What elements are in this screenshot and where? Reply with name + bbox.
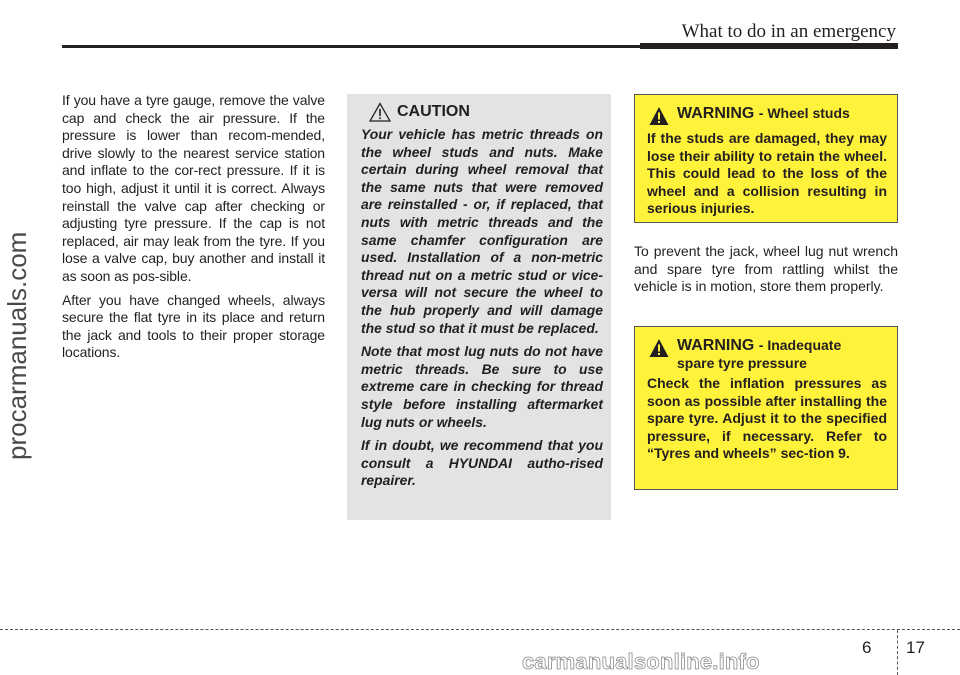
warning-title: WARNING xyxy=(677,337,755,354)
warning-title: WARNING xyxy=(677,105,755,122)
caution-paragraph: Note that most lug nuts do not have metric threads. Be sure to use extreme care in checking for thread style before installing aftermarket lug nuts or wheels. xyxy=(361,343,603,430)
warning-subtitle-line2: spare tyre pressure xyxy=(677,355,807,371)
warning-body: Check the inflation pressures as soon as possible after installing the spare tyre. Adjust it to the specified pressure, if necessary. Refer to “Tyres and wheels” sec-tion 9. xyxy=(647,375,887,462)
warning-body: If the studs are damaged, they may lose their ability to retain the wheel. This could lead to the loss of the wheel and a collision resulting in serious injuries. xyxy=(647,130,887,217)
after-changing-paragraph: After you have changed wheels, always secure the flat tyre in its place and return the jack and tools to their proper storage locations. xyxy=(62,291,325,361)
caution-header xyxy=(361,102,603,122)
warning-header xyxy=(647,337,887,371)
warning-triangle-icon xyxy=(649,338,669,358)
footer-rule xyxy=(0,629,960,630)
caution-title: CAUTION xyxy=(397,103,470,120)
chapter-number: 6 xyxy=(862,638,872,657)
caution-triangle-icon xyxy=(369,102,391,122)
caution-box xyxy=(347,94,611,520)
caution-paragraph: If in doubt, we recommend that you consult a HYUNDAI autho-rised repairer. xyxy=(361,437,603,489)
warning-subtitle: - Inadequate xyxy=(758,337,842,353)
side-watermark: procarmanuals.com xyxy=(2,231,32,460)
header-rule-accent xyxy=(640,43,898,49)
tyre-gauge-paragraph: If you have a tyre gauge, remove the valve cap and check the air pressure. If the pressure is lower than recom-mended, drive slowly to the nearest service station and inflate to the cor-rect pressure. If it is too high, adjust it until it is correct. Always reinstall the valve cap after checking or adjusting tyre pressure. If the cap is not replaced, air may leak from the tyre. If you lose a valve cap, buy another and install it as soon as pos-sible. xyxy=(62,92,325,284)
warning-spare-pressure-box xyxy=(634,326,898,490)
warning-header xyxy=(647,105,887,126)
left-column xyxy=(62,92,325,368)
page-number: 17 xyxy=(906,638,925,657)
footer-divider xyxy=(897,630,898,675)
storage-paragraph: To prevent the jack, wheel lug nut wrench and spare tyre from rattling whilst the vehicle is in motion, store them properly. xyxy=(634,243,898,295)
warning-triangle-icon xyxy=(649,106,669,126)
warning-subtitle: - Wheel studs xyxy=(758,105,850,121)
warning-wheel-studs-box xyxy=(634,94,898,223)
storage-paragraph-block xyxy=(634,243,898,296)
section-title: What to do in an emergency xyxy=(681,21,896,42)
footer-watermark: carmanualsonline.info xyxy=(522,649,760,674)
caution-paragraph: Your vehicle has metric threads on the wheel studs and nuts. Make certain during wheel removal that the same nuts that were removed are reinstalled - or, if replaced, that nuts with metric threads and the same chamfer configuration are used. Installation of a non-metric thread nut on a metric stud or vice-versa will not secure the wheel to the hub properly and will damage the stud so that it must be replaced. xyxy=(361,126,603,336)
